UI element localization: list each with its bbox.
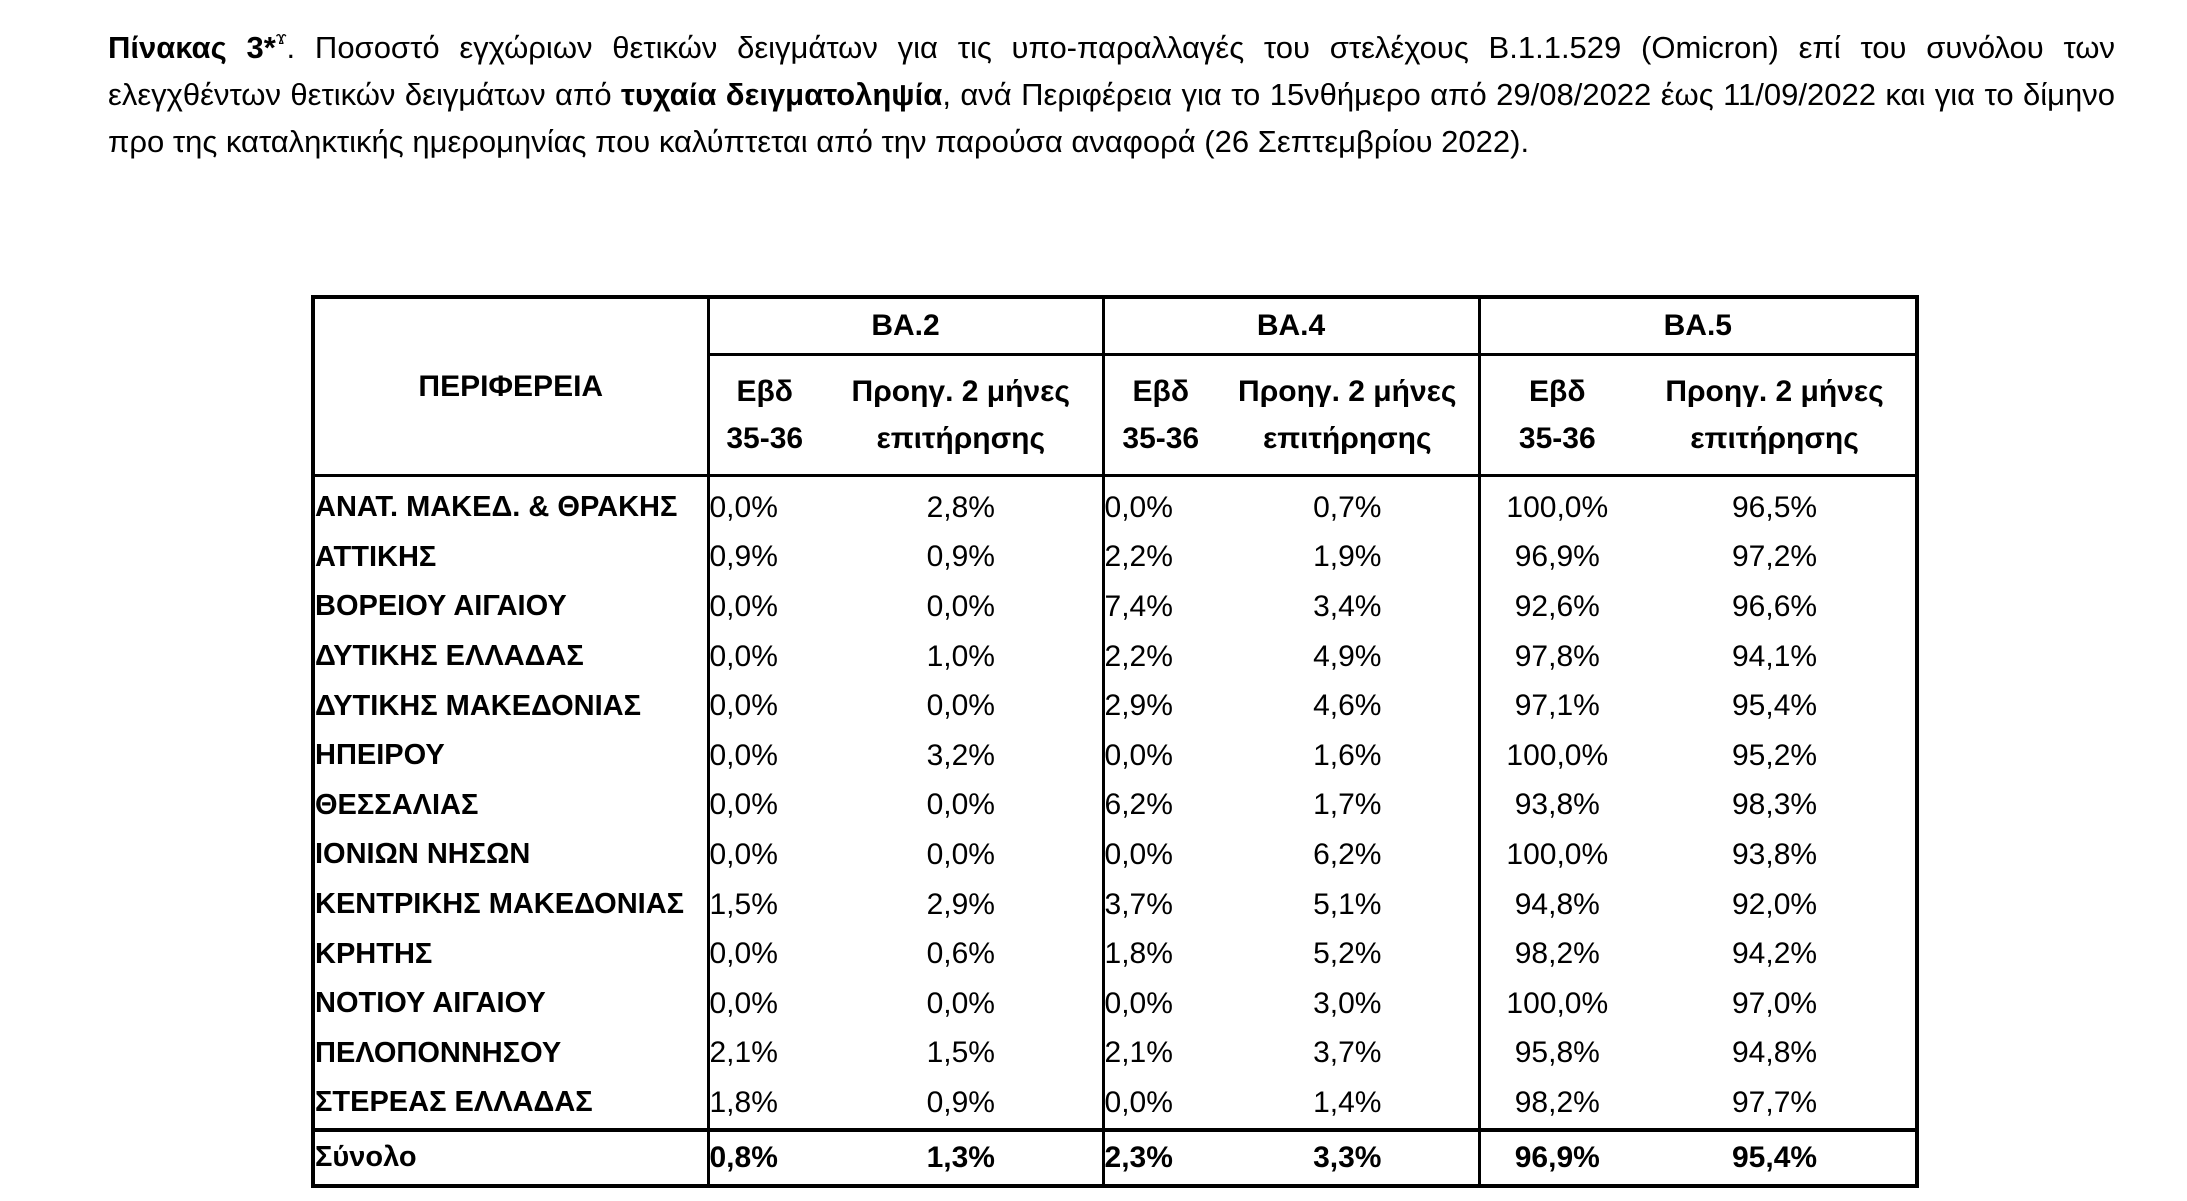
ba5-week-cell: 95,8% (1514, 1036, 1600, 1070)
ba4-week-cell: 2,1% (1104, 1036, 1173, 1070)
region-cell: ΑΝΑΤ. ΜΑΚΕΔ. & ΘΡΑΚΗΣ (313, 476, 708, 533)
ba5-prev-cell: 96,6% (1732, 589, 1818, 623)
ba2-week-cell: 0,0% (709, 986, 778, 1020)
subheader-week: Εβδ 35-36 (1103, 355, 1217, 476)
total-ba5-week: 96,9% (1479, 1130, 1634, 1186)
ba4-week-cell: 0,0% (1104, 738, 1173, 772)
table-row (313, 1078, 1917, 1130)
table-row (313, 781, 1917, 831)
caption-text-1: . Ποσοστό εγχώριων θετικών δειγμάτων για τις υπο-παραλλαγές του στελέχους Β.1.1.529 (Omicron) επί του συνόλου των ελεγχθέντων θετικών δειγμάτων από (108, 30, 2115, 112)
ba5-prev-cell: 94,8% (1732, 1036, 1818, 1070)
total-ba5-prev: 95,4% (1634, 1130, 1917, 1186)
subheader-prev-months: Προηγ. 2 μήνες επιτήρησης (1634, 355, 1917, 476)
region-cell: ΠΕΛΟΠΟΝΝΗΣΟΥ (313, 1029, 708, 1079)
ba4-prev-cell: 6,2% (1217, 830, 1479, 880)
ba2-prev-cell: 0,0% (820, 979, 1103, 1029)
ba5-prev-cell: 97,7% (1732, 1085, 1818, 1119)
ba2-prev-cell: 0,6% (820, 929, 1103, 979)
ba2-week-cell: 0,0% (709, 589, 778, 623)
table-row (313, 582, 1917, 632)
region-cell: ΝΟΤΙΟΥ ΑΙΓΑΙΟΥ (313, 979, 708, 1029)
ba4-prev-cell: 1,9% (1217, 533, 1479, 583)
ba4-week-cell: 0,0% (1104, 837, 1173, 871)
table-row (313, 979, 1917, 1029)
ba5-prev-cell: 97,0% (1732, 986, 1818, 1020)
ba5-week-cell: 100,0% (1506, 837, 1609, 871)
table-row (313, 731, 1917, 781)
ba4-prev-cell: 5,1% (1217, 880, 1479, 930)
ba5-week-cell: 93,8% (1514, 788, 1600, 822)
ba2-week-cell: 0,0% (709, 837, 778, 871)
ba4-week-cell: 6,2% (1104, 788, 1173, 822)
subheader-week: Εβδ 35-36 (1479, 355, 1634, 476)
ba2-week-cell: 0,0% (709, 689, 778, 723)
ba5-prev-cell: 94,1% (1732, 639, 1818, 673)
ba5-week-cell: 100,0% (1506, 986, 1609, 1020)
region-cell: ΚΕΝΤΡΙΚΗΣ ΜΑΚΕΔΟΝΙΑΣ (313, 880, 708, 930)
ba4-week-cell: 0,0% (1104, 490, 1173, 524)
ba2-week-cell: 0,0% (709, 788, 778, 822)
ba2-prev-cell: 2,8% (820, 476, 1103, 533)
total-label: Σύνολο (313, 1130, 708, 1186)
region-header: ΠΕΡΙΦΕΡΕΙΑ (313, 297, 708, 476)
table-body (313, 476, 1917, 1186)
ba5-prev-cell: 95,2% (1732, 738, 1818, 772)
table-row (313, 632, 1917, 682)
ba4-prev-cell: 3,4% (1217, 582, 1479, 632)
caption-text-2: , ανά Περιφέρεια για το 15νθήμερο από 29/08/2022 έως 11/09/2022 και για το δίμηνο προ της καταληκτικής ημερομηνίας που καλύπτεται από την παρούσα αναφορά (26 Σεπτεμβρίου 2022). (108, 77, 2115, 159)
ba5-week-cell: 92,6% (1514, 589, 1600, 623)
ba5-prev-cell: 97,2% (1732, 540, 1818, 574)
caption-label-superscript: ϫ (275, 28, 287, 48)
region-cell: ΙΟΝΙΩΝ ΝΗΣΩΝ (313, 830, 708, 880)
total-ba4-week: 2,3% (1103, 1130, 1217, 1186)
region-cell: ΗΠΕΙΡΟΥ (313, 731, 708, 781)
table-row (313, 830, 1917, 880)
ba5-week-cell: 98,2% (1514, 1085, 1600, 1119)
ba2-week-cell: 0,0% (709, 490, 778, 524)
region-cell: ΒΟΡΕΙΟΥ ΑΙΓΑΙΟΥ (313, 582, 708, 632)
ba5-week-cell: 97,8% (1514, 639, 1600, 673)
ba2-prev-cell: 1,0% (820, 632, 1103, 682)
ba4-week-cell: 0,0% (1104, 1085, 1173, 1119)
region-cell: ΣΤΕΡΕΑΣ ΕΛΛΑΔΑΣ (313, 1078, 708, 1130)
ba5-prev-cell: 95,4% (1732, 689, 1818, 723)
group-header-ba5: ΒΑ.5 (1479, 297, 1917, 355)
table-row (313, 476, 1917, 533)
caption-label: Πίνακας 3* (108, 30, 276, 65)
ba2-week-cell: 0,0% (709, 937, 778, 971)
ba5-week-cell: 96,9% (1514, 540, 1600, 574)
ba4-week-cell: 2,2% (1104, 540, 1173, 574)
ba5-week-cell: 94,8% (1514, 887, 1600, 921)
ba5-prev-cell: 96,5% (1732, 490, 1818, 524)
ba4-prev-cell: 3,7% (1217, 1029, 1479, 1079)
group-header-ba2: ΒΑ.2 (708, 297, 1103, 355)
ba2-prev-cell: 0,0% (820, 781, 1103, 831)
ba4-prev-cell: 4,9% (1217, 632, 1479, 682)
table-row (313, 681, 1917, 731)
ba4-prev-cell: 1,6% (1217, 731, 1479, 781)
ba2-prev-cell: 0,9% (820, 533, 1103, 583)
ba2-week-cell: 2,1% (709, 1036, 778, 1070)
ba4-week-cell: 1,8% (1104, 937, 1173, 971)
ba2-prev-cell: 0,9% (820, 1078, 1103, 1130)
total-row (313, 1130, 1917, 1186)
caption-bold-text: τυχαία δειγματοληψία (621, 77, 943, 112)
ba2-week-cell: 0,0% (709, 639, 778, 673)
ba2-prev-cell: 2,9% (820, 880, 1103, 930)
ba4-week-cell: 3,7% (1104, 887, 1173, 921)
total-ba2-week: 0,8% (708, 1130, 820, 1186)
variants-table (311, 295, 1919, 1188)
ba5-week-cell: 100,0% (1506, 738, 1609, 772)
ba5-week-cell: 97,1% (1514, 689, 1600, 723)
table-row (313, 533, 1917, 583)
ba4-week-cell: 0,0% (1104, 986, 1173, 1020)
region-cell: ΚΡΗΤΗΣ (313, 929, 708, 979)
subheader-prev-months: Προηγ. 2 μήνες επιτήρησης (1217, 355, 1479, 476)
ba4-prev-cell: 0,7% (1217, 476, 1479, 533)
ba5-prev-cell: 98,3% (1732, 788, 1818, 822)
total-ba2-prev: 1,3% (820, 1130, 1103, 1186)
ba2-week-cell: 1,8% (709, 1085, 778, 1119)
total-ba4-prev: 3,3% (1217, 1130, 1479, 1186)
table-row (313, 929, 1917, 979)
ba5-week-cell: 98,2% (1514, 937, 1600, 971)
ba2-prev-cell: 0,0% (820, 681, 1103, 731)
ba5-prev-cell: 94,2% (1732, 937, 1818, 971)
table-row (313, 1029, 1917, 1079)
ba2-week-cell: 1,5% (709, 887, 778, 921)
region-cell: ΔΥΤΙΚΗΣ ΕΛΛΑΔΑΣ (313, 632, 708, 682)
region-cell: ΔΥΤΙΚΗΣ ΜΑΚΕΔΟΝΙΑΣ (313, 681, 708, 731)
ba4-week-cell: 2,9% (1104, 689, 1173, 723)
ba5-prev-cell: 92,0% (1732, 887, 1818, 921)
ba5-week-cell: 100,0% (1506, 490, 1609, 524)
ba4-prev-cell: 5,2% (1217, 929, 1479, 979)
ba4-week-cell: 2,2% (1104, 639, 1173, 673)
ba4-prev-cell: 1,4% (1217, 1078, 1479, 1130)
ba5-prev-cell: 93,8% (1732, 837, 1818, 871)
ba4-week-cell: 7,4% (1104, 589, 1173, 623)
region-cell: ΑΤΤΙΚΗΣ (313, 533, 708, 583)
ba2-prev-cell: 1,5% (820, 1029, 1103, 1079)
ba4-prev-cell: 4,6% (1217, 681, 1479, 731)
group-header-ba4: ΒΑ.4 (1103, 297, 1479, 355)
table-caption (108, 24, 2115, 165)
region-cell: ΘΕΣΣΑΛΙΑΣ (313, 781, 708, 831)
ba4-prev-cell: 3,0% (1217, 979, 1479, 1029)
ba2-prev-cell: 0,0% (820, 830, 1103, 880)
ba2-week-cell: 0,9% (709, 540, 778, 574)
subheader-prev-months: Προηγ. 2 μήνες επιτήρησης (820, 355, 1103, 476)
ba2-prev-cell: 3,2% (820, 731, 1103, 781)
table-row (313, 880, 1917, 930)
subheader-week: Εβδ 35-36 (708, 355, 820, 476)
ba2-week-cell: 0,0% (709, 738, 778, 772)
ba4-prev-cell: 1,7% (1217, 781, 1479, 831)
ba2-prev-cell: 0,0% (820, 582, 1103, 632)
